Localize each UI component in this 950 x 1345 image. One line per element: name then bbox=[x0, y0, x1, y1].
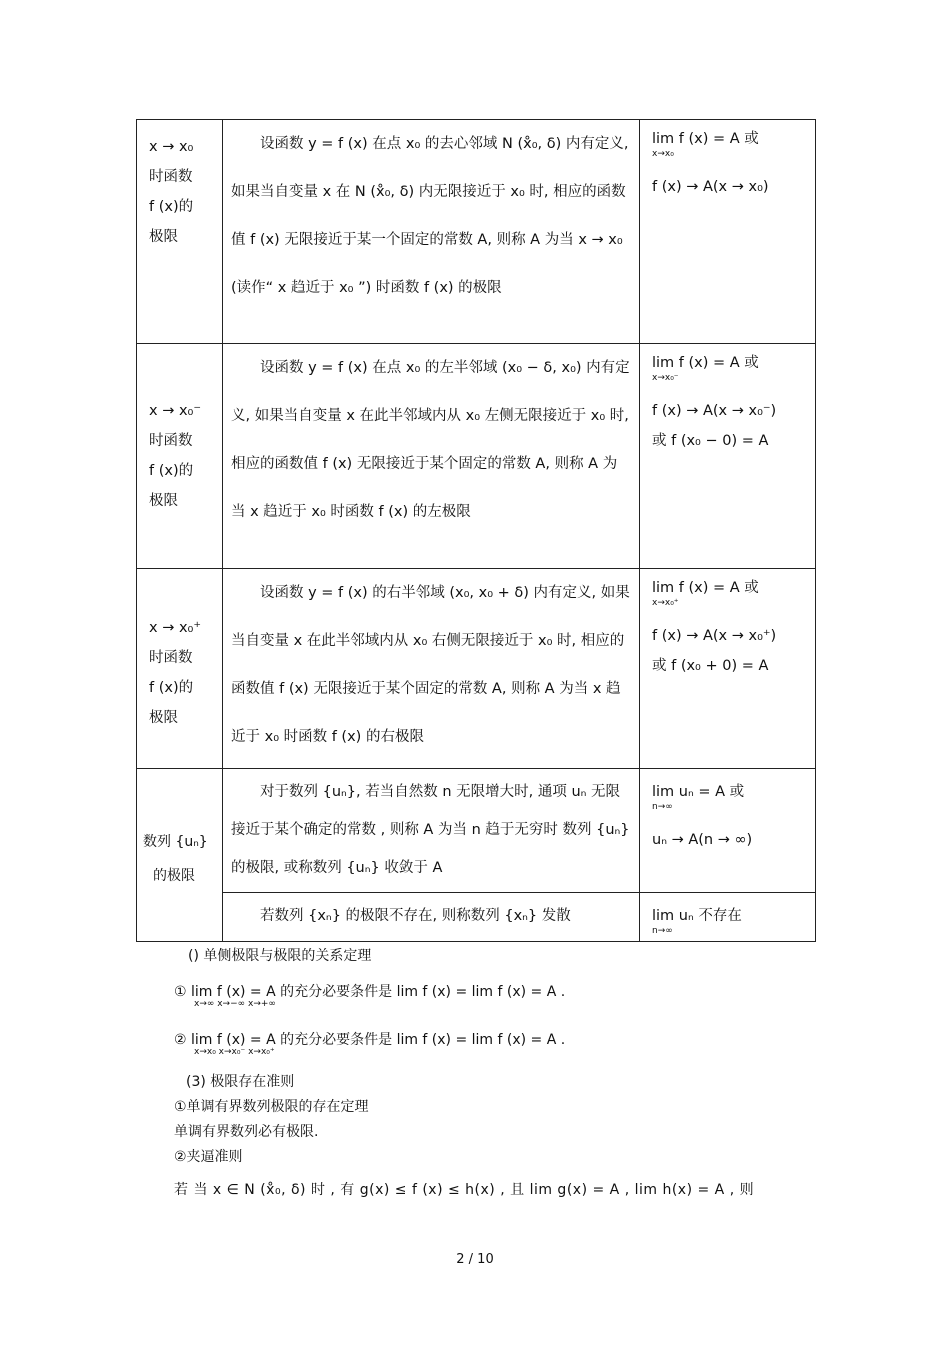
formula-subscript: n→∞ bbox=[652, 802, 673, 812]
row-definition bbox=[223, 569, 640, 769]
row-formula bbox=[640, 569, 816, 769]
theorem-heading: () 单侧极限与极限的关系定理 bbox=[188, 948, 372, 964]
formula-subscript: x→x₀⁻ bbox=[652, 373, 679, 383]
row-definition bbox=[223, 120, 640, 344]
formula-line: f (x) → A(x → x₀) bbox=[652, 179, 769, 195]
formula-line: 或 f (x₀ − 0) = A bbox=[652, 433, 769, 449]
theorem-item-2 bbox=[174, 1028, 565, 1056]
name-line: 极限 bbox=[149, 229, 178, 245]
definition-text: 设函数 y = f (x) 在点 x₀ 的去心邻域 N (x̊₀, δ) 内有定义, 如果当自变量 x 在 N (x̊₀, δ) 内无限接近于 x₀ 时, 相应的函数值 f (x) 无限接近于某一个固定的常数 A, 则称 A 为当 x → x₀ (读作“ x 趋近于 x₀ ”) 时函数 f (x) 的极限 bbox=[231, 136, 629, 296]
formula-line: lim f (x) = A 或 bbox=[652, 580, 759, 596]
formula-line: f (x) → A(x → x₀⁺) bbox=[652, 628, 777, 644]
row-formula bbox=[640, 893, 816, 942]
row-name bbox=[137, 344, 223, 569]
theorem-text: ① lim f (x) = A 的充分必要条件是 lim f (x) = lim f (x) = A . bbox=[174, 984, 566, 1000]
theorem-subscript: x→x₀ x→x₀⁻ x→x₀⁺ bbox=[194, 1047, 275, 1057]
table-row bbox=[137, 769, 816, 893]
formula-line: f (x) → A(x → x₀⁻) bbox=[652, 403, 777, 419]
formula-subscript: x→x₀ bbox=[652, 149, 674, 159]
name-line: 时函数 bbox=[149, 650, 193, 666]
name-line: f (x)的 bbox=[149, 680, 194, 696]
name-line: 数列 {uₙ} bbox=[143, 834, 208, 850]
section-heading: (3) 极限存在准则 bbox=[186, 1074, 295, 1090]
formula-line: lim f (x) = A 或 bbox=[652, 355, 759, 371]
row-formula bbox=[640, 120, 816, 344]
definition-text: 对于数列 {uₙ}, 若当自然数 n 无限增大时, 通项 uₙ 无限接近于某个确定的常数 , 则称 A 为当 n 趋于无穷时 数列 {uₙ} 的极限, 或称数列 {uₙ} 收敛于 A bbox=[231, 784, 630, 876]
row-formula bbox=[640, 344, 816, 569]
name-line: x → x₀ bbox=[149, 139, 194, 155]
row-name bbox=[137, 120, 223, 344]
formula-subscript: n→∞ bbox=[652, 926, 673, 936]
limit-definitions-table bbox=[136, 119, 816, 942]
theorem-text: ② lim f (x) = A 的充分必要条件是 lim f (x) = lim f (x) = A . bbox=[174, 1032, 566, 1048]
formula-line: lim uₙ = A 或 bbox=[652, 784, 745, 800]
formula-line: 或 f (x₀ + 0) = A bbox=[652, 658, 769, 674]
formula-subscript: x→x₀⁺ bbox=[652, 598, 679, 608]
name-line: f (x)的 bbox=[149, 199, 194, 215]
table-row bbox=[137, 120, 816, 344]
row-definition bbox=[223, 893, 640, 942]
name-line: f (x)的 bbox=[149, 463, 194, 479]
table-row bbox=[137, 569, 816, 769]
formula-line: lim uₙ 不存在 bbox=[652, 908, 742, 924]
theorem-item-1 bbox=[174, 980, 565, 1008]
name-line: 极限 bbox=[149, 710, 178, 726]
definition-text: 设函数 y = f (x) 的右半邻域 (x₀, x₀ + δ) 内有定义, 如果当自变量 x 在此半邻域内从 x₀ 右侧无限接近于 x₀ 时, 相应的函数值 f (x) 无限接近于某个固定的常数 A, 则称 A 为当 x 趋近于 x₀ 时函数 f (x) 的右极限 bbox=[231, 585, 630, 745]
name-line: 时函数 bbox=[149, 433, 193, 449]
name-line: 极限 bbox=[149, 493, 178, 509]
criteria-line: ②夹逼准则 bbox=[174, 1149, 243, 1165]
name-line: x → x₀⁺ bbox=[149, 620, 201, 636]
criteria-section bbox=[174, 1070, 369, 1170]
criteria-line: ①单调有界数列极限的存在定理 bbox=[174, 1099, 369, 1115]
row-definition bbox=[223, 344, 640, 569]
name-line: 的极限 bbox=[153, 868, 195, 884]
criteria-line: 单调有界数列必有极限. bbox=[174, 1124, 319, 1140]
definition-text: 设函数 y = f (x) 在点 x₀ 的左半邻域 (x₀ − δ, x₀) 内有定义, 如果当自变量 x 在此半邻域内从 x₀ 左侧无限接近于 x₀ 时, 相应的函数值 f (x) 无限接近于某个固定的常数 A, 则称 A 为当 x 趋近于 x₀ 时函数 f (x) 的左极限 bbox=[231, 360, 630, 520]
squeeze-statement: 若 当 x ∈ N (x̊₀, δ) 时 , 有 g(x) ≤ f (x) ≤ h(x) , 且 lim g(x) = A , lim h(x) = A , 则 bbox=[174, 1182, 755, 1198]
name-line: x → x₀⁻ bbox=[149, 403, 201, 419]
row-name bbox=[137, 569, 223, 769]
row-name bbox=[137, 769, 223, 942]
table-row bbox=[137, 893, 816, 942]
row-formula bbox=[640, 769, 816, 893]
formula-line: uₙ → A(n → ∞) bbox=[652, 832, 753, 848]
definition-text: 若数列 {xₙ} 的极限不存在, 则称数列 {xₙ} 发散 bbox=[260, 908, 571, 924]
page-number: 2 / 10 bbox=[456, 1252, 494, 1267]
row-definition bbox=[223, 769, 640, 893]
name-line: 时函数 bbox=[149, 169, 193, 185]
table-row bbox=[137, 344, 816, 569]
theorem-subscript: x→∞ x→−∞ x→+∞ bbox=[194, 999, 276, 1009]
formula-line: lim f (x) = A 或 bbox=[652, 131, 759, 147]
